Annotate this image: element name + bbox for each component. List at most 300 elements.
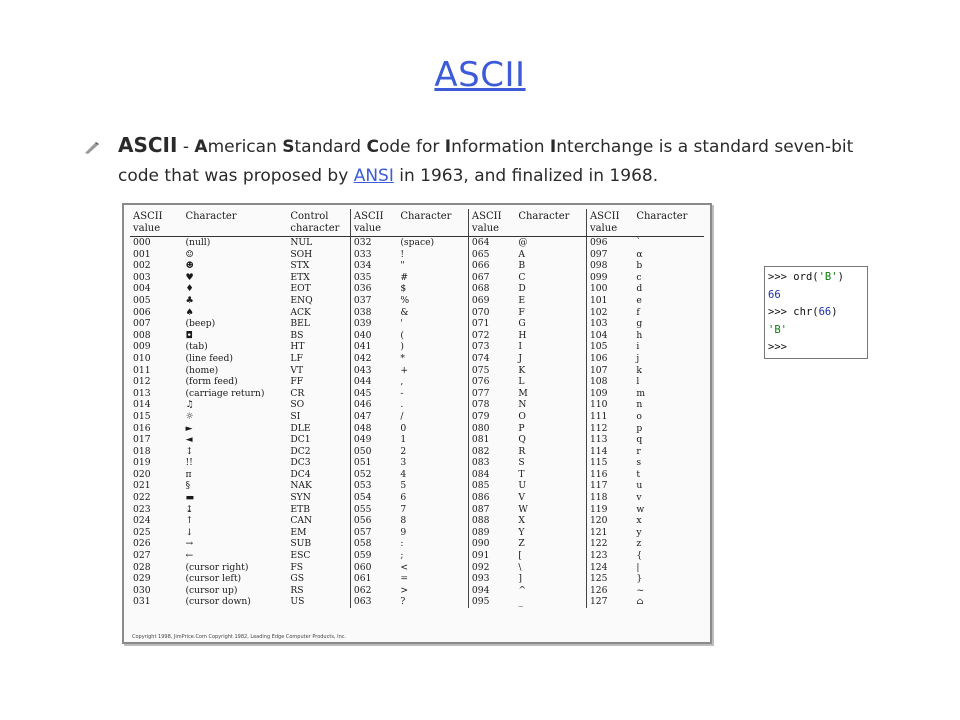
cell-character: (carriage return) bbox=[185, 387, 265, 399]
cell-value: ⌂ bbox=[636, 596, 644, 608]
cell-value: H bbox=[518, 329, 527, 341]
cell-value: Y bbox=[518, 526, 525, 538]
table-row bbox=[130, 353, 704, 365]
cell-character: 043 bbox=[350, 365, 397, 377]
cell-value: 020 bbox=[133, 468, 151, 480]
cell-character: 038 bbox=[350, 307, 397, 319]
table-header-row bbox=[130, 209, 704, 237]
cell-control: VT bbox=[290, 364, 304, 376]
cell-control: DC4 bbox=[290, 468, 311, 480]
table-row bbox=[130, 527, 704, 539]
cell-character: ◘ bbox=[185, 329, 193, 341]
cell-value: - bbox=[400, 387, 404, 399]
cell-character: 062 bbox=[350, 585, 397, 597]
cell-control: DLE bbox=[290, 422, 311, 434]
header-control: Control character bbox=[287, 209, 350, 237]
table-row bbox=[130, 388, 704, 400]
cell-value: d bbox=[636, 283, 643, 295]
table-row bbox=[130, 260, 704, 272]
cell-value: ! bbox=[400, 248, 405, 260]
cell-value: 031 bbox=[133, 596, 151, 608]
cell-character: ♫ bbox=[185, 399, 194, 411]
cell-value: Q bbox=[518, 434, 526, 446]
cell-value: 1 bbox=[400, 434, 407, 446]
cell-character: ♦ bbox=[185, 283, 194, 295]
cell-value: 029 bbox=[133, 573, 151, 585]
cell-character: 066 bbox=[468, 260, 515, 272]
cell-control: FS bbox=[290, 561, 304, 573]
cell-character: (cursor up) bbox=[185, 584, 238, 596]
cell-character: 061 bbox=[350, 573, 397, 585]
cell-value: 013 bbox=[133, 387, 151, 399]
cell-value: 026 bbox=[133, 538, 151, 550]
table-row bbox=[130, 423, 704, 435]
cell-control: ESC bbox=[290, 550, 311, 562]
cell-value: 002 bbox=[133, 260, 151, 272]
cell-value: 028 bbox=[133, 561, 151, 573]
console-line: >>> chr(66) bbox=[768, 306, 838, 318]
cell-character: 121 bbox=[586, 527, 633, 539]
copyright-text: Copyright 1998, JimPrice.Com Copyright 1982, Leading Edge Computer Products, Inc. bbox=[132, 634, 347, 640]
cell-value: U bbox=[518, 480, 527, 492]
cell-character: 078 bbox=[468, 399, 515, 411]
cell-character: 111 bbox=[586, 411, 633, 423]
cell-character: ↓ bbox=[185, 526, 194, 538]
header-value: ASCII value bbox=[468, 209, 515, 237]
cell-character: 032 bbox=[350, 237, 397, 249]
cell-character: 127 bbox=[586, 596, 633, 608]
cell-character: 034 bbox=[350, 260, 397, 272]
cell-character: 085 bbox=[468, 480, 515, 492]
table-row bbox=[130, 550, 704, 562]
cell-value: ` bbox=[636, 237, 641, 248]
cell-value: 0 bbox=[400, 422, 407, 434]
cell-control: CR bbox=[290, 387, 305, 399]
cell-value: i bbox=[636, 341, 640, 353]
cell-control: EOT bbox=[290, 283, 311, 295]
cell-value: 018 bbox=[133, 445, 151, 457]
cell-value: S bbox=[518, 457, 525, 469]
cell-control: ETX bbox=[290, 271, 310, 283]
table-row bbox=[130, 376, 704, 388]
cell-value: 005 bbox=[133, 294, 151, 306]
cell-character: (cursor left) bbox=[185, 573, 242, 585]
cell-character: 055 bbox=[350, 504, 397, 516]
cell-character: 051 bbox=[350, 457, 397, 469]
header-value: ASCII value bbox=[130, 209, 182, 237]
cell-character: 114 bbox=[586, 446, 633, 458]
cell-value: & bbox=[400, 306, 409, 318]
cell-value: = bbox=[400, 573, 409, 585]
cell-character: 036 bbox=[350, 283, 397, 295]
table-row bbox=[130, 249, 704, 261]
cell-value: @ bbox=[518, 237, 528, 248]
cell-control: SUB bbox=[290, 538, 312, 550]
table-row bbox=[130, 469, 704, 481]
cell-value: e bbox=[636, 294, 642, 306]
cell-character: (cursor down) bbox=[185, 596, 251, 608]
cell-character: 101 bbox=[586, 295, 633, 307]
cell-value: O bbox=[518, 410, 526, 422]
cell-value: 023 bbox=[133, 503, 151, 515]
cell-character: 123 bbox=[586, 550, 633, 562]
table-row bbox=[130, 399, 704, 411]
cell-value: 003 bbox=[133, 271, 151, 283]
cell-value: j bbox=[636, 352, 640, 364]
cell-character: 048 bbox=[350, 423, 397, 435]
table-row bbox=[130, 446, 704, 458]
cell-control: ACK bbox=[290, 306, 311, 318]
cell-character: 112 bbox=[586, 423, 633, 435]
cell-character: 117 bbox=[586, 480, 633, 492]
cell-character: 072 bbox=[468, 330, 515, 342]
cell-character: 057 bbox=[350, 527, 397, 539]
cell-character: (tab) bbox=[185, 341, 208, 353]
bullet-icon bbox=[83, 141, 101, 155]
table-row bbox=[130, 295, 704, 307]
cell-value: f bbox=[636, 306, 640, 318]
cell-character: ☺ bbox=[185, 248, 194, 260]
table-row bbox=[130, 492, 704, 504]
cell-character: 098 bbox=[586, 260, 633, 272]
cell-value: J bbox=[518, 352, 523, 364]
cell-value: 021 bbox=[133, 480, 151, 492]
cell-character: 053 bbox=[350, 480, 397, 492]
cell-value: P bbox=[518, 422, 525, 434]
cell-control: BEL bbox=[290, 318, 310, 330]
console-line: >>> ord('B') bbox=[768, 271, 844, 283]
cell-value: 017 bbox=[133, 434, 151, 446]
cell-value: 9 bbox=[400, 526, 407, 538]
cell-value: o bbox=[636, 410, 642, 422]
cell-character: 122 bbox=[586, 538, 633, 550]
cell-character: (home) bbox=[185, 364, 219, 376]
table-row bbox=[130, 365, 704, 377]
cell-value: W bbox=[518, 503, 528, 515]
cell-value: N bbox=[518, 399, 527, 411]
cell-character: 099 bbox=[586, 272, 633, 284]
cell-control: RS bbox=[290, 584, 304, 596]
cell-character: 037 bbox=[350, 295, 397, 307]
cell-character: 120 bbox=[586, 515, 633, 527]
cell-character: 063 bbox=[350, 596, 397, 608]
cell-value: 025 bbox=[133, 526, 151, 538]
cell-character: 047 bbox=[350, 411, 397, 423]
cell-value: 5 bbox=[400, 480, 407, 492]
cell-character: 040 bbox=[350, 330, 397, 342]
cell-value: V bbox=[518, 492, 525, 504]
cell-character: !! bbox=[185, 457, 193, 469]
cell-character: 059 bbox=[350, 550, 397, 562]
cell-character: 070 bbox=[468, 307, 515, 319]
cell-character: 060 bbox=[350, 562, 397, 574]
cell-value: 004 bbox=[133, 283, 151, 295]
cell-character: 069 bbox=[468, 295, 515, 307]
console-prompt: >>> bbox=[768, 341, 787, 353]
table-row bbox=[130, 318, 704, 330]
table-row bbox=[130, 504, 704, 516]
table-row bbox=[130, 330, 704, 342]
cell-character: 076 bbox=[468, 376, 515, 388]
table-row bbox=[130, 538, 704, 550]
cell-control: DC2 bbox=[290, 445, 311, 457]
cell-value: 2 bbox=[400, 445, 407, 457]
cell-character: 082 bbox=[468, 446, 515, 458]
cell-control: LF bbox=[290, 352, 303, 364]
cell-control: SOH bbox=[290, 248, 313, 260]
cell-character: 045 bbox=[350, 388, 397, 400]
cell-character: 084 bbox=[468, 469, 515, 481]
cell-character: ♥ bbox=[185, 271, 194, 283]
cell-character: § bbox=[185, 480, 191, 492]
cell-value: s bbox=[636, 457, 642, 469]
table-row bbox=[130, 434, 704, 446]
cell-value: < bbox=[400, 561, 409, 573]
cell-control: ENQ bbox=[290, 294, 313, 306]
cell-value: ^ bbox=[518, 584, 527, 596]
cell-control: SYN bbox=[290, 492, 311, 504]
cell-value: \ bbox=[518, 561, 522, 573]
cell-character: ← bbox=[185, 550, 194, 562]
cell-character: 108 bbox=[586, 376, 633, 388]
cell-value: 016 bbox=[133, 422, 151, 434]
cell-character: 079 bbox=[468, 411, 515, 423]
cell-value: q bbox=[636, 434, 643, 446]
cell-value: L bbox=[518, 376, 525, 388]
cell-value: 8 bbox=[400, 515, 407, 527]
cell-character: 050 bbox=[350, 446, 397, 458]
cell-value: 009 bbox=[133, 341, 151, 353]
cell-value: ( bbox=[400, 329, 404, 341]
cell-value: 6 bbox=[400, 492, 407, 504]
cell-control: NAK bbox=[290, 480, 312, 492]
cell-character: 124 bbox=[586, 562, 633, 574]
cell-control: SI bbox=[290, 410, 301, 422]
cell-value: K bbox=[518, 364, 526, 376]
cell-value: ~ bbox=[636, 584, 645, 596]
cell-value: 015 bbox=[133, 410, 151, 422]
cell-character: 042 bbox=[350, 353, 397, 365]
definition-paragraph: ASCII - American Standard Code for Information Interchange is a standard seven-bit code that was proposed by ANSI in 1963, and finalized in 1968. bbox=[118, 133, 854, 186]
cell-character: 049 bbox=[350, 434, 397, 446]
cell-character: 089 bbox=[468, 527, 515, 539]
cell-character: 064 bbox=[468, 237, 515, 249]
cell-character: 067 bbox=[468, 272, 515, 284]
cell-control: FF bbox=[290, 376, 304, 388]
ascii-table-image bbox=[122, 203, 712, 644]
cell-character: 125 bbox=[586, 573, 633, 585]
cell-character: 074 bbox=[468, 353, 515, 365]
cell-character: 095 bbox=[468, 596, 515, 608]
table-row bbox=[130, 411, 704, 423]
cell-character: ↑ bbox=[185, 515, 194, 527]
cell-value: . bbox=[400, 399, 404, 411]
cell-value: " bbox=[400, 260, 405, 272]
cell-character: 086 bbox=[468, 492, 515, 504]
cell-control: NUL bbox=[290, 237, 313, 248]
cell-character: ◄ bbox=[185, 434, 193, 446]
cell-value: + bbox=[400, 364, 409, 376]
table-row bbox=[130, 573, 704, 585]
cell-character: ☼ bbox=[185, 410, 194, 422]
cell-value: α bbox=[636, 248, 643, 260]
header-character: Character bbox=[397, 209, 468, 237]
cell-character: 054 bbox=[350, 492, 397, 504]
cell-value: , bbox=[400, 376, 404, 388]
cell-character: 080 bbox=[468, 423, 515, 435]
cell-character: 093 bbox=[468, 573, 515, 585]
cell-control: DC1 bbox=[290, 434, 311, 446]
ansi-link[interactable]: ANSI bbox=[353, 166, 394, 186]
cell-value: : bbox=[400, 538, 404, 550]
cell-character: 087 bbox=[468, 504, 515, 516]
cell-value: r bbox=[636, 445, 641, 457]
cell-value: I bbox=[518, 341, 522, 353]
cell-value: * bbox=[400, 352, 405, 364]
cell-character: 104 bbox=[586, 330, 633, 342]
cell-character: 065 bbox=[468, 249, 515, 261]
cell-value: > bbox=[400, 584, 409, 596]
cell-value: l bbox=[636, 376, 640, 388]
cell-value: x bbox=[636, 515, 642, 527]
cell-control: SO bbox=[290, 399, 305, 411]
table-row bbox=[130, 596, 704, 608]
cell-character: 094 bbox=[468, 585, 515, 597]
cell-character: 039 bbox=[350, 318, 397, 330]
cell-character: 081 bbox=[468, 434, 515, 446]
cell-character: 116 bbox=[586, 469, 633, 481]
cell-character: (beep) bbox=[185, 318, 216, 330]
python-console-snippet bbox=[764, 266, 868, 359]
cell-value: u bbox=[636, 480, 643, 492]
cell-character: 052 bbox=[350, 469, 397, 481]
cell-value: y bbox=[636, 526, 642, 538]
cell-character: ♣ bbox=[185, 294, 194, 306]
table-row bbox=[130, 237, 704, 249]
cell-value: z bbox=[636, 538, 642, 550]
cell-value: 010 bbox=[133, 352, 151, 364]
cell-character: 068 bbox=[468, 283, 515, 295]
cell-character: 046 bbox=[350, 399, 397, 411]
cell-value: T bbox=[518, 468, 525, 480]
cell-value: _ bbox=[518, 596, 523, 608]
cell-value: G bbox=[518, 318, 526, 330]
cell-character: 058 bbox=[350, 538, 397, 550]
table-row bbox=[130, 272, 704, 284]
cell-character: 110 bbox=[586, 399, 633, 411]
cell-value: ; bbox=[400, 550, 404, 562]
cell-value: 024 bbox=[133, 515, 151, 527]
cell-character: 126 bbox=[586, 585, 633, 597]
cell-character: 033 bbox=[350, 249, 397, 261]
cell-value: m bbox=[636, 387, 646, 399]
cell-value: n bbox=[636, 399, 643, 411]
cell-character: ☻ bbox=[185, 260, 194, 272]
cell-control: HT bbox=[290, 341, 305, 353]
cell-character: 090 bbox=[468, 538, 515, 550]
cell-control: US bbox=[290, 596, 305, 608]
cell-value: t bbox=[636, 468, 641, 480]
cell-control: ETB bbox=[290, 503, 310, 515]
cell-character: → bbox=[185, 538, 194, 550]
cell-value: 000 bbox=[133, 237, 151, 248]
cell-character: 041 bbox=[350, 341, 397, 353]
cell-character: 097 bbox=[586, 249, 633, 261]
cell-character: (line feed) bbox=[185, 352, 233, 364]
header-value: ASCII value bbox=[350, 209, 397, 237]
cell-value: 006 bbox=[133, 306, 151, 318]
cell-value: ) bbox=[400, 341, 404, 353]
cell-value: B bbox=[518, 260, 526, 272]
table-row bbox=[130, 515, 704, 527]
table-row bbox=[130, 307, 704, 319]
cell-value: F bbox=[518, 306, 525, 318]
cell-value: 011 bbox=[133, 364, 151, 376]
cell-character: 105 bbox=[586, 341, 633, 353]
cell-character: ♠ bbox=[185, 306, 194, 318]
cell-value: 4 bbox=[400, 468, 407, 480]
cell-value: E bbox=[518, 294, 526, 306]
cell-value: M bbox=[518, 387, 528, 399]
slide-title[interactable]: ASCII bbox=[434, 55, 526, 95]
cell-value: Z bbox=[518, 538, 525, 550]
table-row bbox=[130, 585, 704, 597]
cell-character: 103 bbox=[586, 318, 633, 330]
cell-value: D bbox=[518, 283, 526, 295]
cell-character: (form feed) bbox=[185, 376, 238, 388]
console-output: 66 bbox=[768, 288, 781, 301]
cell-character: 056 bbox=[350, 515, 397, 527]
cell-character: 075 bbox=[468, 365, 515, 377]
cell-value: 022 bbox=[133, 492, 151, 504]
cell-value: w bbox=[636, 503, 645, 515]
cell-value: 030 bbox=[133, 584, 151, 596]
cell-value: C bbox=[518, 271, 526, 283]
cell-character: 102 bbox=[586, 307, 633, 319]
cell-value: R bbox=[518, 445, 526, 457]
cell-value: 001 bbox=[133, 248, 151, 260]
table-row bbox=[130, 341, 704, 353]
cell-character: 113 bbox=[586, 434, 633, 446]
cell-control: GS bbox=[290, 573, 304, 585]
cell-value: h bbox=[636, 329, 643, 341]
cell-value: c bbox=[636, 271, 642, 283]
cell-value: [ bbox=[518, 550, 522, 562]
header-character: Character bbox=[633, 209, 704, 237]
cell-character: 091 bbox=[468, 550, 515, 562]
cell-character: ↨ bbox=[185, 503, 194, 515]
cell-value: # bbox=[400, 271, 409, 283]
cell-value: ] bbox=[518, 573, 522, 585]
cell-character: 088 bbox=[468, 515, 515, 527]
header-character: Character bbox=[515, 209, 586, 237]
cell-value: k bbox=[636, 364, 642, 376]
cell-character: π bbox=[185, 468, 192, 480]
table-body bbox=[130, 237, 704, 609]
cell-value: v bbox=[636, 492, 642, 504]
cell-value: ' bbox=[400, 318, 403, 330]
header-character: Character bbox=[182, 209, 287, 237]
cell-value: ? bbox=[400, 596, 406, 608]
cell-control: EM bbox=[290, 526, 307, 538]
ascii-table bbox=[130, 209, 704, 608]
cell-value: | bbox=[636, 561, 640, 573]
cell-value: (space) bbox=[400, 237, 435, 248]
table-row bbox=[130, 480, 704, 492]
cell-control: DC3 bbox=[290, 457, 311, 469]
table-row bbox=[130, 283, 704, 295]
cell-character: 035 bbox=[350, 272, 397, 284]
